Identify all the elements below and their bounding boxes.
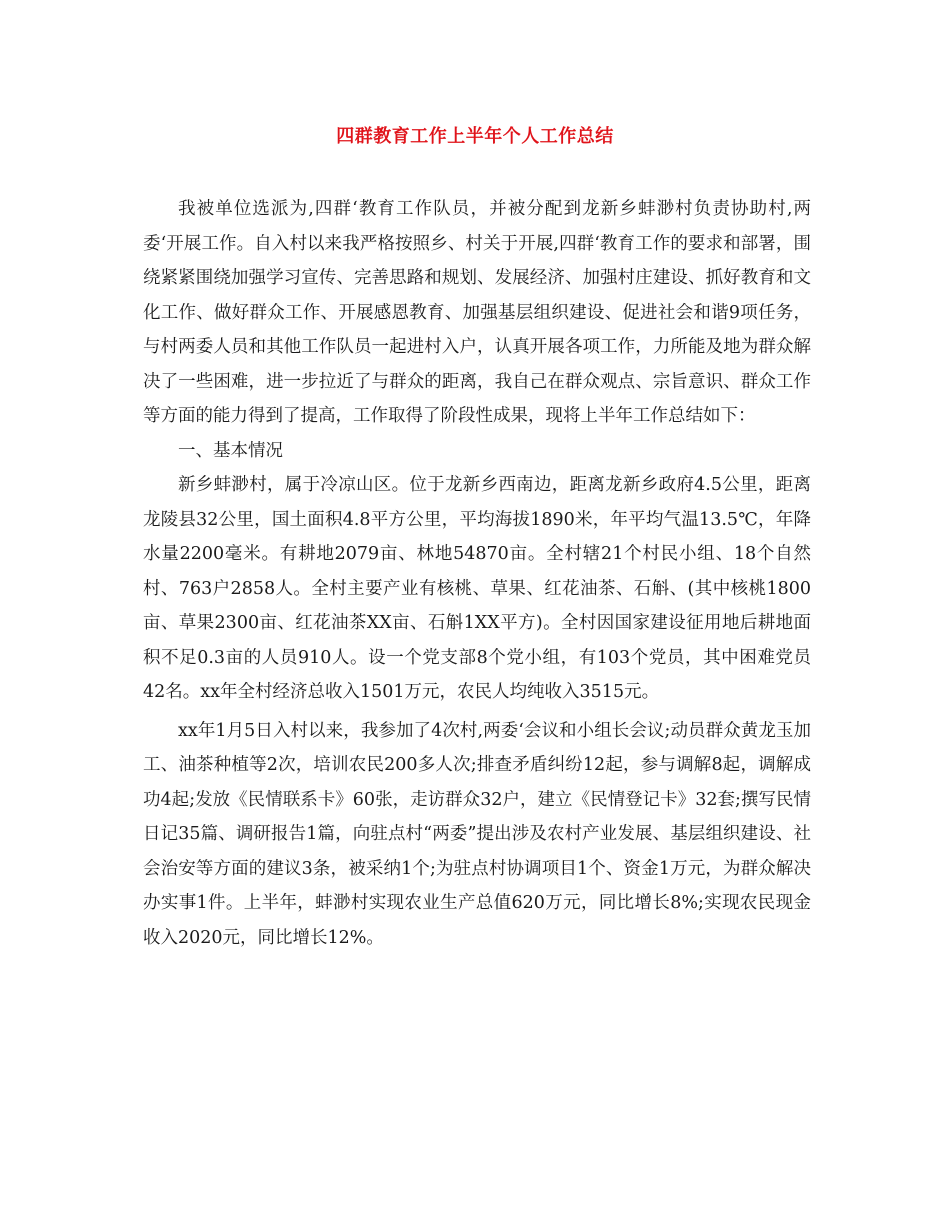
work-summary-paragraph: xx年1月5日入村以来，我参加了4次村,两委‘会议和小组长会议;动员群众黄龙玉加工、油茶种植等2次，培训农民200多人次;排查矛盾纠纷12起，参与调解8起，调解成功4起;发放《民情联系卡》60张，走访群众32户，建立《民情登记卡》32套;撰写民情日记35篇、调研报告1篇，向驻点村“两委”提出涉及农村产业发展、基层组织建设、社会治安等方面的建议3条，被采纳1个;为驻点村协调项目1个、资金1万元，为群众解决办实事1件。上半年，蚌渺村实现农业生产总值620万元，同比增长8%;实现农民现金收入2020元，同比增长12%。	[143, 720, 811, 948]
section-heading-basic-situation: 一、基本情况	[178, 440, 283, 461]
document-title: 四群教育工作上半年个人工作总结	[336, 126, 614, 147]
intro-paragraph: 我被单位选派为,四群‘教育工作队员，并被分配到龙新乡蚌渺村负责协助村,两委‘开展工作。自入村以来我严格按照乡、村关于开展,四群‘教育工作的要求和部署，围绕紧紧围绕加强学习宣传、完善思路和规划、发展经济、加强村庄建设、抓好教育和文化工作、做好群众工作、开展感恩教育、加强基层组织建设、促进社会和谐9项任务，与村两委人员和其他工作队员一起进村入户，认真开展各项工作，力所能及地为群众解决了一些困难，进一步拉近了与群众的距离，我自己在群众观点、宗旨意识、群众工作等方面的能力得到了提高，工作取得了阶段性成果，现将上半年工作总结如下：	[143, 199, 811, 426]
document-body	[143, 192, 811, 955]
village-overview-paragraph: 新乡蚌渺村，属于冷凉山区。位于龙新乡西南边，距离龙新乡政府4.5公里，距离龙陵县32公里，国土面积4.8平方公里，平均海拔1890米，年平均气温13.5℃，年降水量2200毫米。有耕地2079亩、林地54870亩。全村辖21个村民小组、18个自然村、763户2858人。全村主要产业有核桃、草果、红花油茶、石斛、(其中核桃1800亩、草果2300亩、红花油茶XX亩、石斛1XX平方)。全村因国家建设征用地后耕地面积不足0.3亩的人员910人。设一个党支部8个党小组，有103个党员，其中困难党员42名。xx年全村经济总收入1501万元，农民人均纯收入3515元。	[143, 475, 811, 702]
